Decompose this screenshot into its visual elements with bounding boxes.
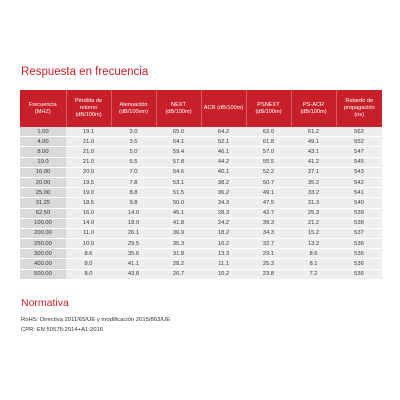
table-row (20, 228, 382, 238)
table-row (20, 177, 382, 187)
table-cell-frequency: 250.00 (20, 239, 66, 249)
table-cell: 21.2 (291, 218, 336, 228)
table-row (20, 167, 382, 177)
table-row (20, 137, 382, 147)
table-cell: 35.6 (111, 249, 156, 259)
table-cell: 57.0 (246, 147, 291, 157)
table-cell: 23.8 (246, 269, 291, 279)
table-cell-frequency: 100.00 (20, 218, 66, 228)
table-cell: 35.2 (291, 177, 336, 187)
table-cell: 542 (336, 177, 382, 187)
table-row (20, 188, 382, 198)
table-cell: 11.0 (66, 228, 111, 238)
table-cell: 43.1 (291, 147, 336, 157)
table-row (20, 218, 382, 228)
table-cell: 3.0 (111, 127, 156, 137)
table-cell: 10.0 (66, 239, 111, 249)
table-cell: 53.1 (156, 177, 201, 187)
header-ps-acr: PS-ACR (dB/100m) (291, 90, 336, 127)
table-cell-frequency: 1.00 (20, 127, 66, 137)
table-cell: 61.2 (291, 127, 336, 137)
table-cell: 41.2 (291, 157, 336, 167)
table-cell: 64.2 (201, 127, 246, 137)
table-cell: 52.1 (201, 137, 246, 147)
table-cell: 62.0 (246, 127, 291, 137)
table-cell: 46.1 (201, 147, 246, 157)
normativa-cpr-line: CPR: EN 50575:2014+A1:2016 (21, 327, 104, 333)
table-cell: 16.0 (66, 208, 111, 218)
frequency-response-table-container (20, 90, 382, 280)
table-body (20, 127, 382, 279)
table-cell-frequency: 10.0 (20, 157, 66, 167)
table-cell: 41.1 (111, 259, 156, 269)
table-cell-frequency: 31.25 (20, 198, 66, 208)
table-cell: 54.6 (156, 167, 201, 177)
header-next: NEXT (dB/100m) (156, 90, 201, 127)
table-cell: 14.0 (111, 208, 156, 218)
table-cell: 51.5 (156, 188, 201, 198)
table-cell-frequency: 16.00 (20, 167, 66, 177)
table-cell: 20.0 (66, 167, 111, 177)
table-cell: 47.5 (246, 198, 291, 208)
table-row (20, 127, 382, 137)
table-cell: 49.1 (291, 137, 336, 147)
table-cell: 52.2 (246, 167, 291, 177)
table-cell-frequency: 200.00 (20, 228, 66, 238)
table-cell: 24.2 (201, 218, 246, 228)
table-cell: 5.5 (111, 157, 156, 167)
header-frequency: Frecuencia (MHZ) (20, 90, 66, 127)
table-cell: 21.0 (66, 157, 111, 167)
table-cell: 33.2 (291, 188, 336, 198)
section-title-normativa: Normativa (21, 297, 69, 309)
table-cell: 8.1 (291, 259, 336, 269)
table-cell-frequency: 25.00 (20, 188, 66, 198)
table-row (20, 157, 382, 167)
table-cell-frequency: 500.00 (20, 269, 66, 279)
header-return-loss: Pérdida de retorno (dB/100m) (66, 90, 111, 127)
table-cell: 26.1 (111, 228, 156, 238)
table-cell-frequency: 4.00 (20, 137, 66, 147)
table-row (20, 249, 382, 259)
table-cell: 8.0 (66, 259, 111, 269)
table-cell: 16.2 (201, 239, 246, 249)
table-cell: 13.2 (291, 239, 336, 249)
table-cell: 8.6 (291, 249, 336, 259)
table-cell: 9.8 (111, 198, 156, 208)
table-cell: 55.5 (246, 157, 291, 167)
table-cell: 41.8 (156, 218, 201, 228)
table-cell: 536 (336, 239, 382, 249)
table-cell: 8.8 (111, 188, 156, 198)
table-cell: 13.3 (201, 249, 246, 259)
table-cell: 61.8 (246, 137, 291, 147)
table-cell: 34.3 (201, 198, 246, 208)
table-cell: 19.1 (66, 127, 111, 137)
table-cell: 536 (336, 259, 382, 269)
table-cell: 34.3 (246, 228, 291, 238)
table-cell: 26.7 (156, 269, 201, 279)
table-cell: 8.6 (66, 249, 111, 259)
table-row (20, 269, 382, 279)
table-cell: 18.0 (111, 218, 156, 228)
table-cell: 29.5 (111, 239, 156, 249)
table-cell: 539 (336, 208, 382, 218)
table-row (20, 239, 382, 249)
table-cell: 25.3 (246, 259, 291, 269)
table-cell: 7.2 (291, 269, 336, 279)
table-cell: 547 (336, 147, 382, 157)
table-cell: 18.2 (201, 228, 246, 238)
table-cell: 5.0 (111, 147, 156, 157)
table-cell: 43.8 (111, 269, 156, 279)
frequency-response-table (20, 90, 382, 280)
section-title-frequency-response: Respuesta en frecuencia (21, 66, 149, 78)
table-cell: 543 (336, 167, 382, 177)
table-cell: 40.1 (201, 167, 246, 177)
table-cell: 552 (336, 137, 382, 147)
table-cell: 44.2 (201, 157, 246, 167)
table-cell: 42.7 (246, 208, 291, 218)
table-row (20, 208, 382, 218)
table-cell: 28.3 (201, 208, 246, 218)
table-cell: 36.2 (201, 188, 246, 198)
table-cell: 25.3 (291, 208, 336, 218)
table-cell: 14.0 (66, 218, 111, 228)
table-cell: 29.1 (246, 249, 291, 259)
table-cell: 31.3 (291, 198, 336, 208)
table-cell-frequency: 62.50 (20, 208, 66, 218)
table-cell: 38.2 (201, 177, 246, 187)
header-psnext: PSNEXT (dB/100m) (246, 90, 291, 127)
table-cell: 7.0 (111, 167, 156, 177)
table-cell: 545 (336, 157, 382, 167)
table-cell: 8.0 (66, 269, 111, 279)
table-cell: 3.5 (111, 137, 156, 147)
table-cell: 21.0 (66, 137, 111, 147)
table-cell: 57.8 (156, 157, 201, 167)
header-acr: ACR (dB/100m) (201, 90, 246, 127)
header-propagation-delay: Retardo de propagación (ns) (336, 90, 382, 127)
table-cell: 59.4 (156, 147, 201, 157)
table-cell: 19.0 (66, 188, 111, 198)
table-cell-frequency: 8.00 (20, 147, 66, 157)
table-cell: 536 (336, 249, 382, 259)
table-cell: 32.7 (246, 239, 291, 249)
table-cell: 45.1 (156, 208, 201, 218)
table-cell: 50.7 (246, 177, 291, 187)
table-cell: 19.5 (66, 177, 111, 187)
table-cell: 65.0 (156, 127, 201, 137)
table-cell: 21.0 (66, 147, 111, 157)
table-cell: 37.1 (291, 167, 336, 177)
table-cell: 36.9 (156, 228, 201, 238)
table-cell: 50.0 (156, 198, 201, 208)
table-cell: 537 (336, 228, 382, 238)
table-cell: 18.5 (66, 198, 111, 208)
table-cell: 35.3 (156, 239, 201, 249)
table-cell: 540 (336, 198, 382, 208)
table-cell: 31.8 (156, 249, 201, 259)
table-cell: 538 (336, 218, 382, 228)
table-cell: 39.3 (246, 218, 291, 228)
table-cell-frequency: 300.00 (20, 249, 66, 259)
table-cell: 7.8 (111, 177, 156, 187)
table-cell: 28.2 (156, 259, 201, 269)
table-cell-frequency: 20.00 (20, 177, 66, 187)
table-cell: 64.1 (156, 137, 201, 147)
table-cell: 536 (336, 269, 382, 279)
table-row (20, 259, 382, 269)
table-header-row (20, 90, 382, 127)
table-cell: 562 (336, 127, 382, 137)
table-cell: 11.1 (201, 259, 246, 269)
table-cell-frequency: 400.00 (20, 259, 66, 269)
table-row (20, 147, 382, 157)
table-row (20, 198, 382, 208)
table-cell: 49.1 (246, 188, 291, 198)
table-cell: 15.2 (291, 228, 336, 238)
table-cell: 541 (336, 188, 382, 198)
header-attenuation: Atenuación (dB/100vm) (111, 90, 156, 127)
normativa-rohs-line: RoHS: Directiva 2011/65/UE y modificación 2015/863/UE (21, 317, 171, 323)
table-cell: 10.2 (201, 269, 246, 279)
